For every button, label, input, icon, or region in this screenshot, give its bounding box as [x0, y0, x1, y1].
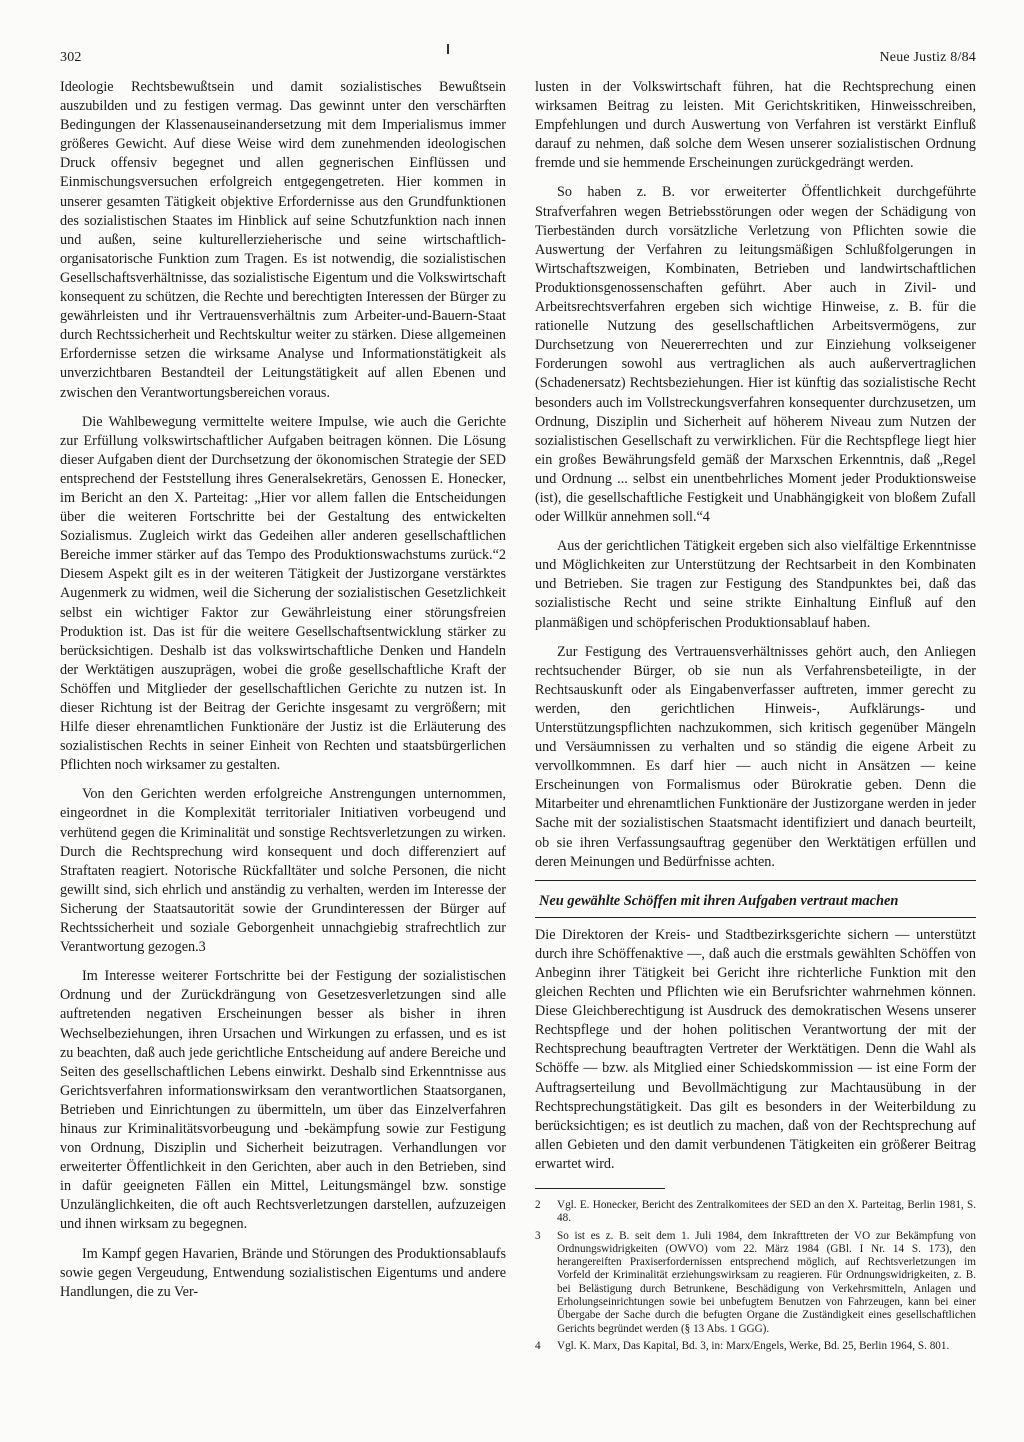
page-number: 302	[60, 50, 82, 65]
paragraph: Die Wahlbewegung vermittelte weitere Impulse, wie auch die Gerichte zur Erfüllung volkswirtschaftlicher Aufgaben beitragen können. Die Lösung dieser Aufgaben dient der Durchsetzung der ökonomischen Strategie der SED entsprechend der Feststellung ihres Generalsekretärs, Genossen E. Honecker, im Bericht an den X. Parteitag: „Hier vor allem fallen die Entscheidungen über die weiteren Fortschritte bei der Gestaltung des entwickelten Sozialismus. Zugleich wirkt das Gedeihen aller anderen gesellschaftlichen Bereiche immer stärker auf das Tempo des Produktionswachstums zurück.“2 Diesem Aspekt gilt es in der weiteren Tätigkeit der Justizorgane verstärktes Augenmerk zu widmen, weil die Sicherung der sozialistischen Gesetzlichkeit selbst ein wichtiger Faktor zur Gewährleistung einer störungsfreien Produktion ist. Das ist für die weitere Gesellschaftsentwicklung stärker zu berücksichtigen. Deshalb ist das volkswirtschaftliche Denken und Handeln der Werktätigen auszuprägen, wobei die große gesellschaftliche Kraft der Schöffen und Mitglieder der gesellschaftlichen Gerichte zu nutzen ist. In dieser Richtung ist der Beitrag der Gerichte insgesamt zu vergrößern; mit Hilfe dieser ehrenamtlichen Funktionäre der Justiz ist die Erläuterung des sozialistischen Rechts in seiner Einheit von Rechten und staatsbürgerlichen Pflichten noch wirksamer zu gestalten.	[60, 413, 506, 774]
paragraph: Ideologie Rechtsbewußtsein und damit sozialistisches Bewußtsein auszubilden und zu festigen vermag. Das gewinnt unter den verschärften Bedingungen der Klassenauseinandersetzung mit dem Imperialismus immer größeres Gewicht. Auf diese Weise wird dem zunehmenden ideologischen Druck offensiv begegnet und allen gegnerischen Einflüssen und Einmischungsversuchen erfolgreich entgegengetreten. Hier kommen in unserer gesamten Tätigkeit objektive Erfordernisse aus den Grundfunktionen des sozialistischen Staates im Hinblick auf seine Schutzfunktion nach innen und außen, seine kulturellerzieherische und seine wirtschaftlich-organisatorische Funktion zum Tragen. Es ist notwendig, die sozialistischen Gesellschaftsverhältnisse, das sozialistische Eigentum und die Volkswirtschaft konsequent zu schützen, die Rechte und berechtigten Interessen der Bürger zu gewährleisten und ihr Vertrauensverhältnis zum Arbeiter-und-Bauern-Staat durch Rechtssicherheit und Rechtskultur weiter zu stärken. Diese allgemeinen Erfordernisse setzen die wirksame Analyse und Informationstätigkeit als unverzichtbaren Bestandteil der Leitungstätigkeit auf allen Ebenen und zwischen den Verantwortungsbereichen voraus.	[60, 79, 506, 401]
footnote-number: 3	[535, 1229, 541, 1242]
section-heading: Neu gewählte Schöffen mit ihren Aufgaben vertraut machen	[539, 892, 899, 909]
footnote-text: So ist es z. B. seit dem 1. Juli 1984, dem Inkrafttreten der VO zur Bekämpfung von Ordnungswidrigkeiten (OWVO) vom 22. März 1984 (GBl. I Nr. 14 S. 173), den herangereiften Praxiserfordernissen entsprechend möglich, auf Rechtsverletzungen im Vorfeld der Kriminalität erziehungswirksam zu reagieren. Für Ordnungswidrigkeiten, z. B. bei Belästigung durch Betrunkene, Beschädigung von Verkehrsmitteln, Anlagen und Erholungseinrichtungen sowie bei unbefugtem Benutzen von Fahrzeugen, kann bei einer Übergabe der Sache durch die befugten Organe die Zuständigkeit eines gesellschaftlichen Gerichts begründet werden (§ 13 Abs. 1 GGG).	[557, 1229, 976, 1335]
paragraph: So haben z. B. vor erweiterter Öffentlichkeit durchgeführte Strafverfahren wegen Betriebsstörungen oder wegen der Schädigung von Tierbeständen durch vorsätzliche Verletzung von Pflichten sowie die Auswertung der Verfahren zu leitungsmäßigen Schlußfolgerungen in Wirtschaftszweigen, Kombinaten, Betrieben und landwirtschaftlichen Produktionsgenossenschaften geführt. Aber auch in Zivil- und Arbeitsrechtsverfahren ergeben sich wichtige Hinweise, z. B. für die rationelle Nutzung des gesellschaftlichen Arbeitsvermögens, zur Durchsetzung von Neuererrechten und zur Einziehung volkseigener Forderungen sowohl aus vertraglichen als auch außervertraglichen (Schadenersatz) Rechtsbeziehungen. Hier ist künftig das sozialistische Recht besonders auch im Vollstreckungsverfahren konsequenter durchzusetzen, um Ordnung, Disziplin und Sicherheit auf höherem Niveau zum Nutzen der sozialistischen Gesellschaft zu verwirklichen. Für die Rechtspflege liegt hier ein großes Bewährungsfeld gemäß der Marxschen Erkenntnis, daß „Regel und Ordnung ... selbst ein unentbehrliches Moment jeder Produktionsweise (ist), die gesellschaftliche Festigkeit und Unabhängigkeit von bloßem Zufall oder Willkür annehmen soll.“4	[535, 184, 976, 526]
print-mark	[447, 44, 449, 54]
left-column	[60, 78, 506, 1302]
footnote-number: 4	[535, 1339, 541, 1352]
paragraph: Von den Gerichten werden erfolgreiche Anstrengungen unternommen, eingeordnet in die Komplexität territorialer Initiativen vorbeugend und verhütend gegen die Kriminalität und sonstige Rechtsverletzungen zu wirken. Durch die Rechtsprechung wird konsequent und doch differenziert auf Straftaten reagiert. Notorische Rückfalltäter und solche Personen, die nicht gewillt sind, sich ehrlich und anständig zu verhalten, werden im Interesse der Sicherung der Staatsautorität sowie der Grundinteressen der Bürger auf Rechtssicherheit und soziale Geborgenheit unnachgiebig strafrechtlich zur Verantwortung gezogen.3	[60, 786, 506, 956]
page-header	[60, 50, 976, 72]
footnote-text: Vgl. K. Marx, Das Kapital, Bd. 3, in: Marx/Engels, Werke, Bd. 25, Berlin 1964, S. 801.	[557, 1339, 950, 1352]
paragraph: Die Direktoren der Kreis- und Stadtbezirksgerichte sichern — unterstützt durch ihre Schöffenaktive —, daß auch die erstmals gewählten Schöffen von Anbeginn ihrer Tätigkeit bei Gericht ihre richterliche Funktion mit den gleichen Rechten und Pflichten wie ein Berufsrichter wahrnehmen können. Diese Gleichberechtigung ist Ausdruck des demokratischen Wesens unserer Rechtspflege und der hohen politischen Verantwortung der mit der Rechtsprechung beauftragten Vertreter der Werktätigen. Denn die Wahl als Schöffe — bzw. als Mitglied einer Schiedskommission — ist eine Form der Auftragserteilung und Bevollmächtigung zur Machtausübung in der Rechtsprechungstätigkeit. Das gilt es besonders in der Weiterbildung zu berücksichtigen; es ist deutlich zu machen, daß von der Rechtsprechung auf allen Gebieten und den damit verbundenen Tätigkeiten ein größerer Beitrag erwartet wird.	[535, 926, 976, 1172]
journal-issue: Neue Justiz 8/84	[879, 50, 976, 65]
paragraph: Im Kampf gegen Havarien, Brände und Störungen des Produktionsablaufs sowie gegen Vergeudung, Entwendung sozialistischen Eigentums und andere Handlungen, die zu Ver-	[60, 1245, 506, 1300]
footnote-rule	[535, 1188, 665, 1189]
paragraph: Zur Festigung des Vertrauensverhältnisses gehört auch, den Anliegen rechtsuchender Bürger, ob sie nun als Verfahrensbeteiligte, in der Rechtsauskunft oder als Eingabenverfasser auftreten, immer gerecht zu werden, den gerichtlichen Hinweis-, Aufklärungs- und Unterstützungspflichten nachzukommen, sich kritisch gegenüber Mängeln und Versäumnissen zu verhalten und so ständig die eigene Arbeit zu vervollkommnen. Es darf hier — auch nicht in Ansätzen — keine Erscheinungen von Formalismus oder Bürokratie geben. Denn die Mitarbeiter und ehrenamtlichen Funktionäre der Justizorgane werden in jeder Sache mit der sozialistischen Staatsmacht identifiziert und danach beurteilt, ob sie ihren Verfassungsauftrag gegenüber den Werktätigen erfüllen und deren Meinungen und Bedürfnisse achten.	[535, 643, 976, 870]
section-rule-top	[535, 880, 976, 881]
paragraph: Im Interesse weiterer Fortschritte bei der Festigung der sozialistischen Ordnung und der Zurückdrängung von Gesetzesverletzungen sind alle auftretenden negativen Erscheinungen besser als bisher in ihren Wechselbeziehungen, ihren Ursachen und Wirkungen zu erfassen, und es ist zu beachten, daß auch jede gerichtliche Entscheidung auf andere Bereiche und Seiten des gesellschaftlichen Lebens einwirkt. Deshalb sind Erkenntnisse aus Gerichtsverfahren informationswirksam den verantwortlichen Staatsorganen, Betrieben und Einrichtungen zu übermitteln, um über das Einzelverfahren hinaus zur Kriminalitätsvorbeugung und -bekämpfung sowie zur Festigung von Ordnung, Disziplin und Sicherheit beizutragen. Verhandlungen vor erweiterter Öffentlichkeit in den Gerichten, aber auch in den Betrieben, sind in dafür geeigneten Fällen ein Mittel, Leitungsmängel bzw. sonstige Unzulänglichkeiten, die oft auch Rechtsverletzungen darstellen, aufzuzeigen und ihnen wirksam zu begegnen.	[60, 968, 506, 1233]
footnote	[535, 1230, 976, 1336]
footnote	[535, 1199, 976, 1226]
right-column	[535, 78, 976, 1357]
footnote-number: 2	[535, 1198, 541, 1211]
paragraph: Aus der gerichtlichen Tätigkeit ergeben sich also vielfältige Erkenntnisse und Möglichkeiten zur Unterstützung der Rechtsarbeit in den Kombinaten und Betrieben. Sie tragen zur Festigung des Standpunktes bei, daß das sozialistische Recht und seine strikte Einhaltung Einfluß auf den planmäßigen und schöpferischen Produktionsablauf haben.	[535, 538, 976, 631]
footnote	[535, 1340, 976, 1353]
footnote-text: Vgl. E. Honecker, Bericht des Zentralkomitees der SED an den X. Parteitag, Berlin 1981, S. 48.	[557, 1198, 976, 1225]
footnotes	[535, 1199, 976, 1353]
paragraph: lusten in der Volkswirtschaft führen, hat die Rechtsprechung einen wirksamen Beitrag zu leisten. Mit Gerichtskritiken, Hinweisschreiben, Empfehlungen und durch Auswertung von Verfahren ist verstärkt Einfluß darauf zu nehmen, daß solche dem Wesen unserer sozialistischen Ordnung fremde und sie hemmende Erscheinungen zurückgedrängt werden.	[535, 79, 976, 172]
section-rule-bottom	[535, 917, 976, 918]
